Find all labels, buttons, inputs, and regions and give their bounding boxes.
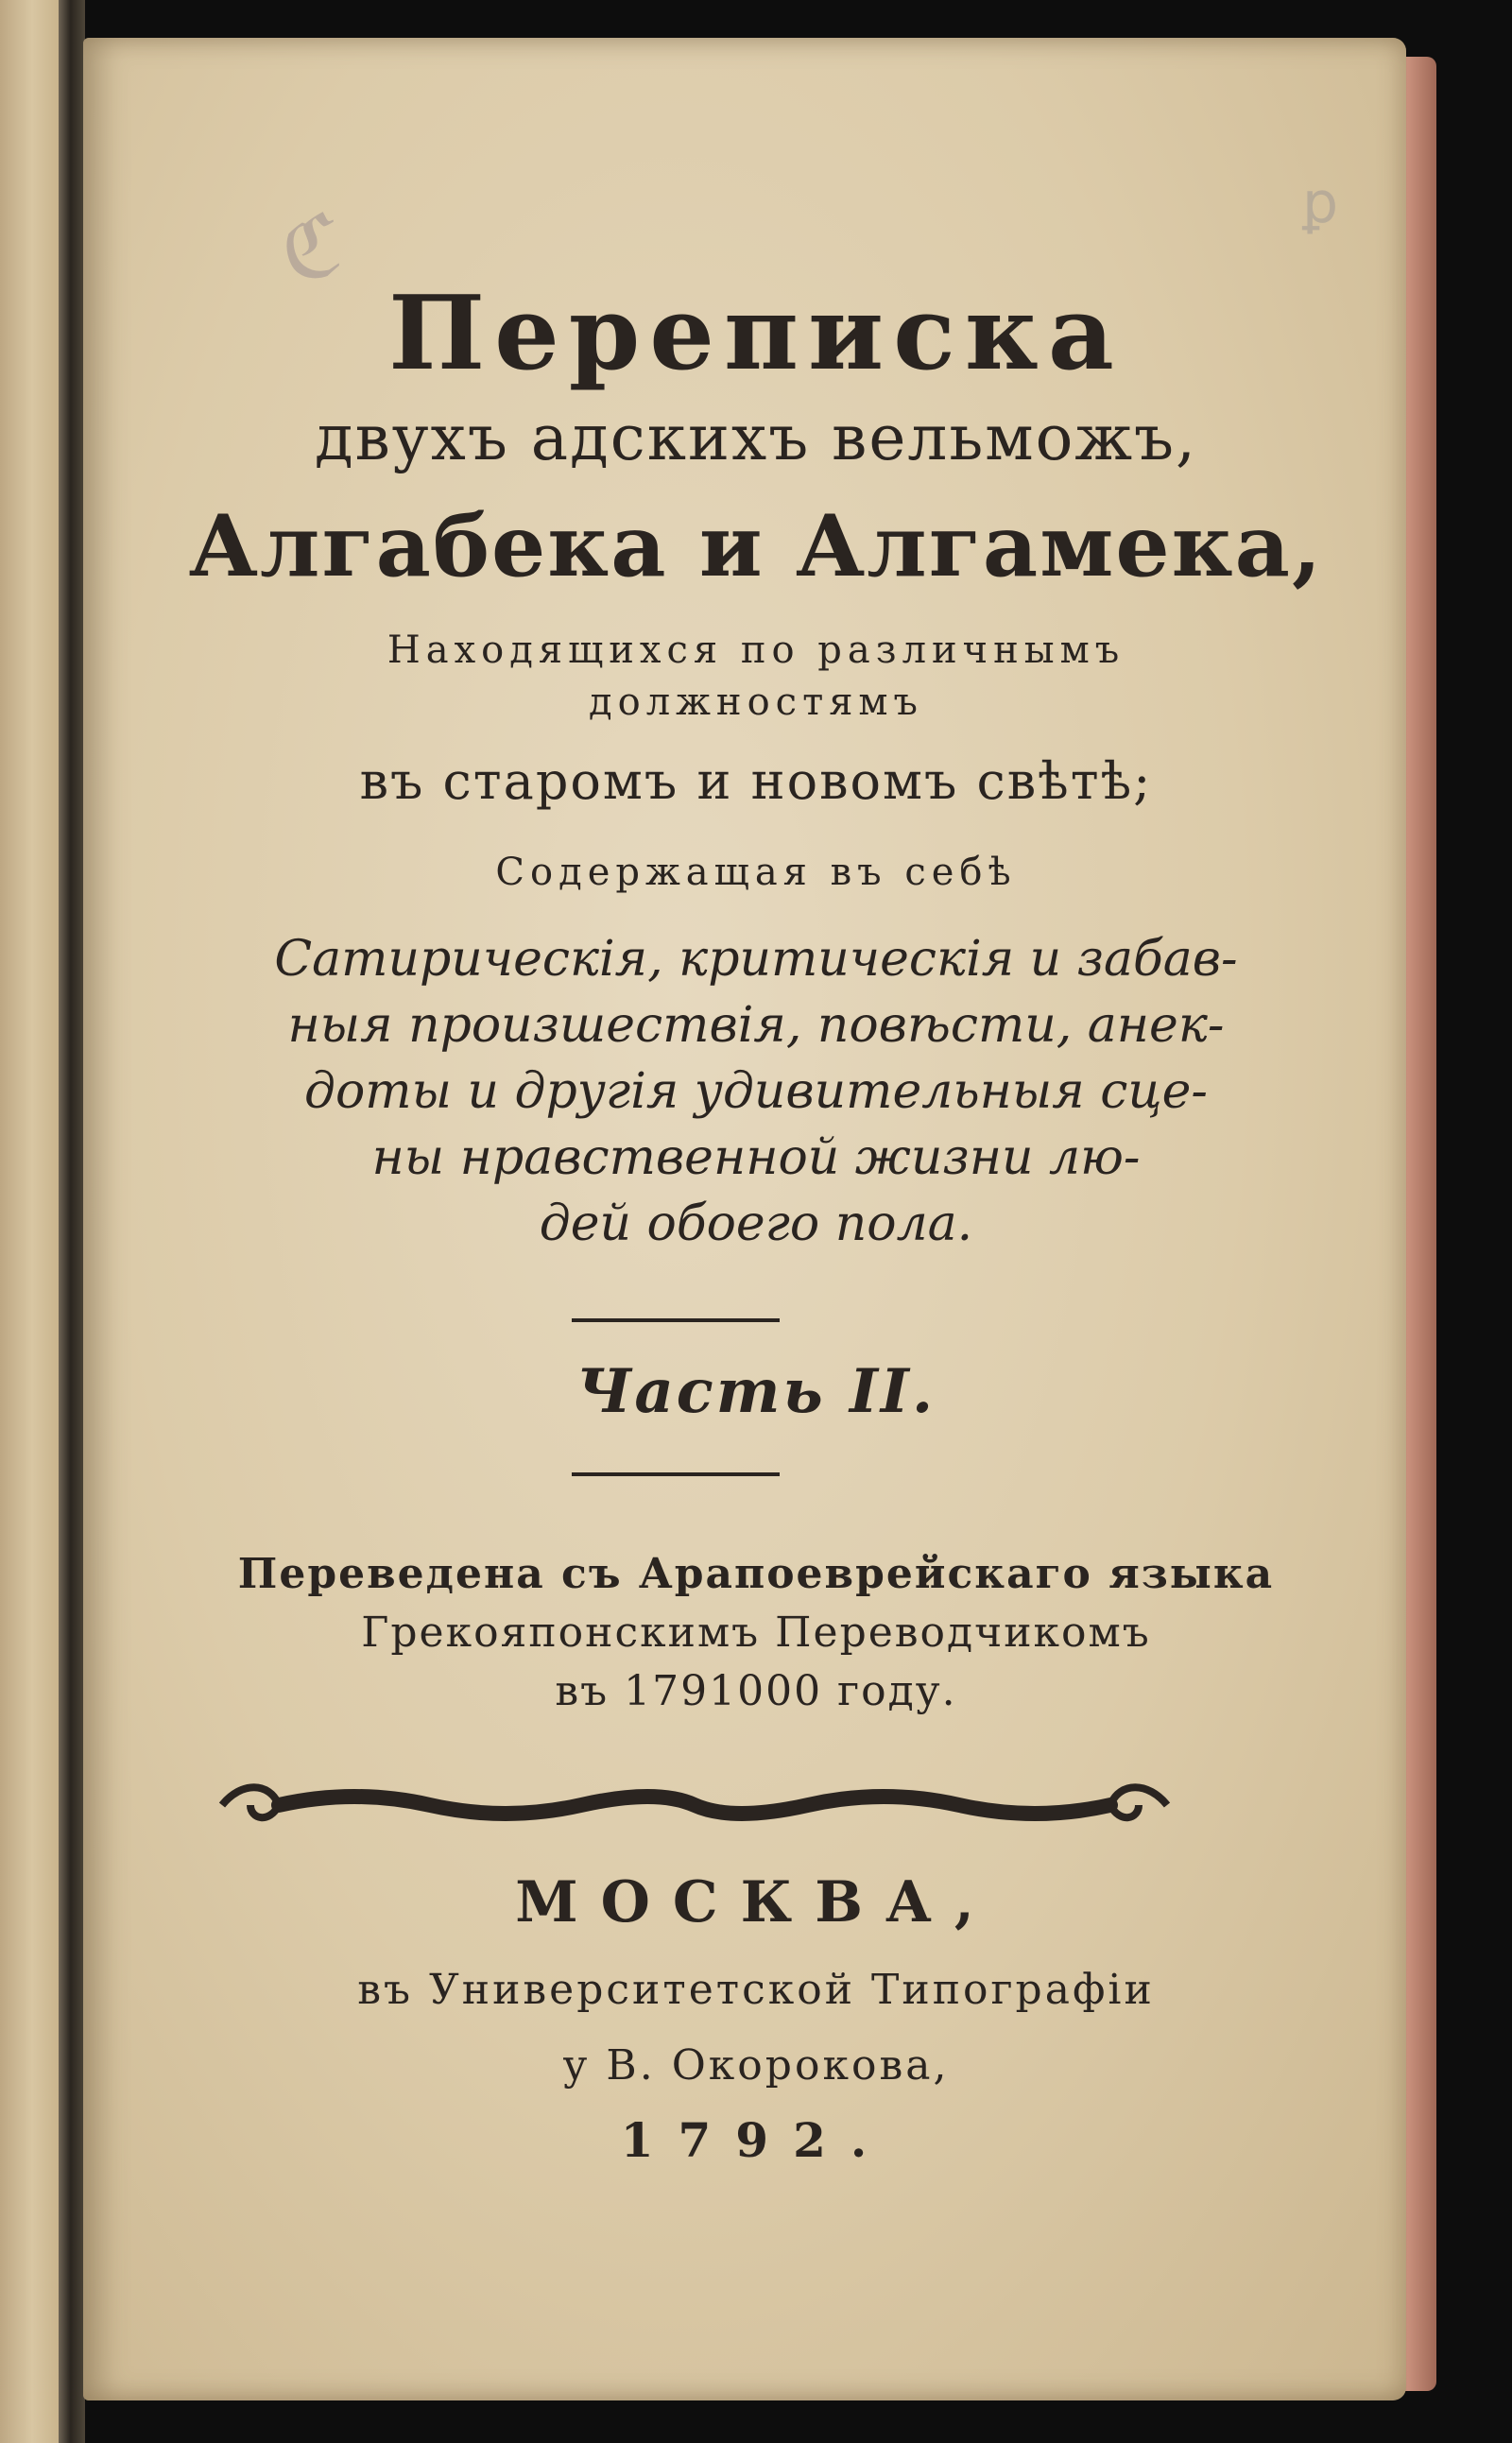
description-line: дей обоего пола. (539, 1196, 973, 1252)
imprint-city: МОСКВА, (515, 1869, 997, 1935)
subtitle-line-5: должностямъ (589, 680, 923, 724)
divider-rule (572, 1318, 780, 1322)
subtitle-line-6: въ старомъ и новомъ свѣтѣ; (359, 751, 1153, 811)
description-line: ны нравственной жизни лю- (371, 1129, 1141, 1186)
translation-line: Переведена съ Арапоеврейскаго языка (237, 1550, 1275, 1598)
subtitle-line-4: Находящихся по различнымъ (387, 628, 1125, 672)
imprint-printer-name: у В. Окорокова, (562, 2041, 950, 2090)
corner-mark: ꝑ (1302, 170, 1339, 236)
subtitle-line-2: двухъ адскихъ вельможъ, (314, 402, 1198, 474)
part-number: Часть II. (576, 1356, 936, 1427)
imprint-year: 1792. (620, 2112, 892, 2168)
book-title: Переписка (388, 274, 1124, 393)
translation-line: въ 1791000 году. (555, 1667, 957, 1715)
translation-line: Грекояпонскимъ Переводчикомъ (361, 1609, 1151, 1657)
description-line: доты и другія удивительныя сце- (304, 1063, 1208, 1120)
handwritten-mark: ℭ (275, 195, 349, 301)
divider-rule (572, 1472, 780, 1476)
ornamental-rule (213, 1777, 1177, 1833)
subtitle-line-3: Алгабека и Алгамека, (188, 496, 1324, 596)
description-line: Сатирическія, критическія и забав- (274, 931, 1238, 988)
subtitle-line-7: Содержащая въ себѣ (495, 851, 1017, 894)
imprint-printer: въ Университетской Типографіи (357, 1966, 1155, 2014)
description-line: ныя произшествія, повѣсти, анек- (287, 997, 1225, 1054)
